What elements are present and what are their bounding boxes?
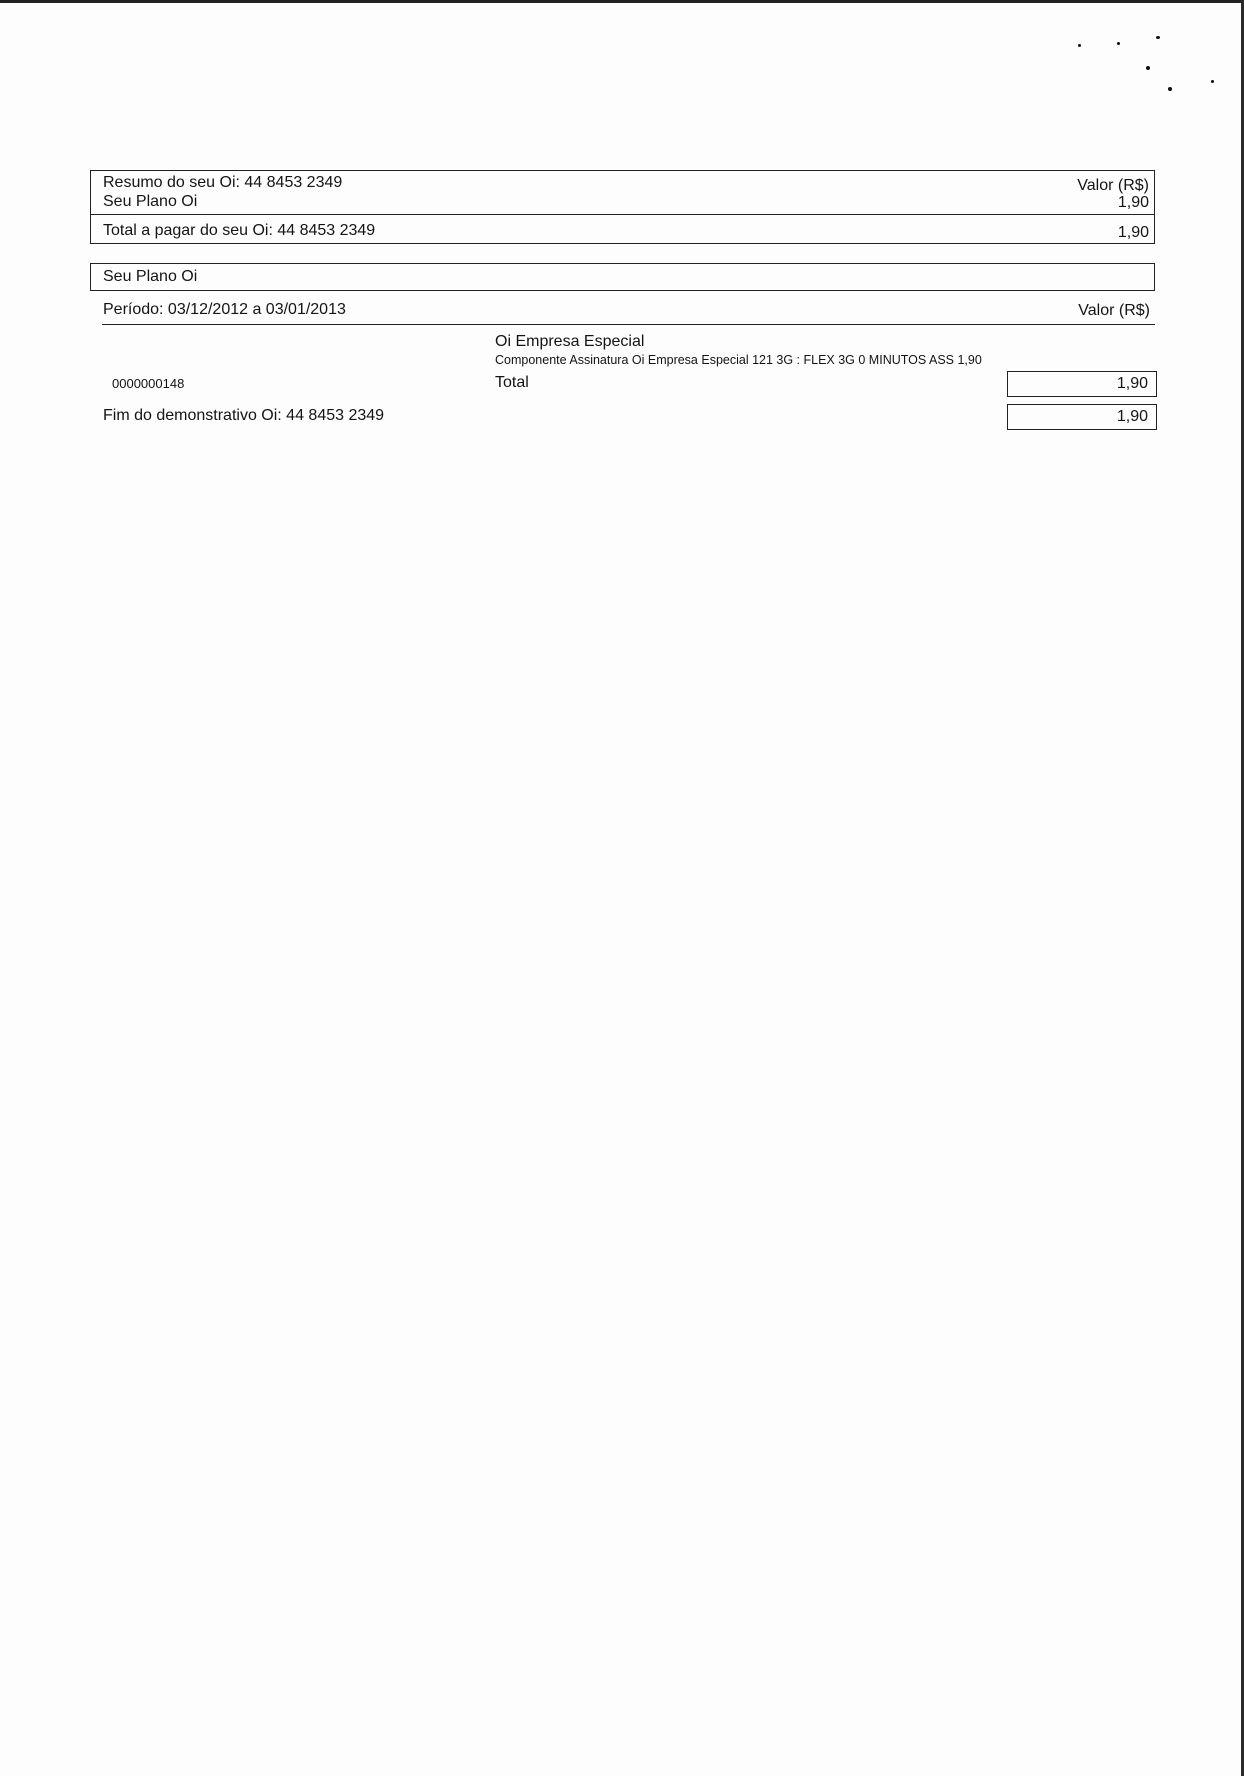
scan-speck [1117,42,1120,45]
end-of-statement-value: 1,90 [1007,404,1157,430]
item-total-label: Total [495,374,529,391]
item-detail: Componente Assinatura Oi Empresa Especial 121 3G : FLEX 3G 0 MINUTOS ASS 1,90 [495,353,982,367]
scan-speck [1168,87,1172,91]
scan-speck [1146,66,1150,70]
page-top-edge [0,0,1244,3]
summary-heading: Resumo do seu Oi: 44 8453 2349 [103,174,343,191]
item-code: 0000000148 [112,376,185,391]
end-of-statement-label: Fim do demonstrativo Oi: 44 8453 2349 [103,407,385,424]
scan-speck [1211,80,1214,83]
period-label: Período: 03/12/2012 a 03/01/2013 [103,301,346,318]
scan-speck [1156,36,1160,39]
scan-speck [1078,44,1081,47]
summary-total-value: 1,90 [1117,224,1149,241]
period-rule [102,324,1155,325]
plan-section-header-box [90,263,1155,291]
summary-plan-value: 1,90 [1117,194,1149,211]
item-title: Oi Empresa Especial [495,333,645,350]
plan-section-title: Seu Plano Oi [103,268,198,285]
summary-value-header: Valor (R$) [1077,177,1149,194]
summary-total-label: Total a pagar do seu Oi: 44 8453 2349 [103,222,376,239]
summary-divider [91,214,1154,215]
plan-value-header: Valor (R$) [1078,302,1150,319]
summary-plan-label: Seu Plano Oi [103,193,198,210]
item-total-value: 1,90 [1007,371,1157,397]
